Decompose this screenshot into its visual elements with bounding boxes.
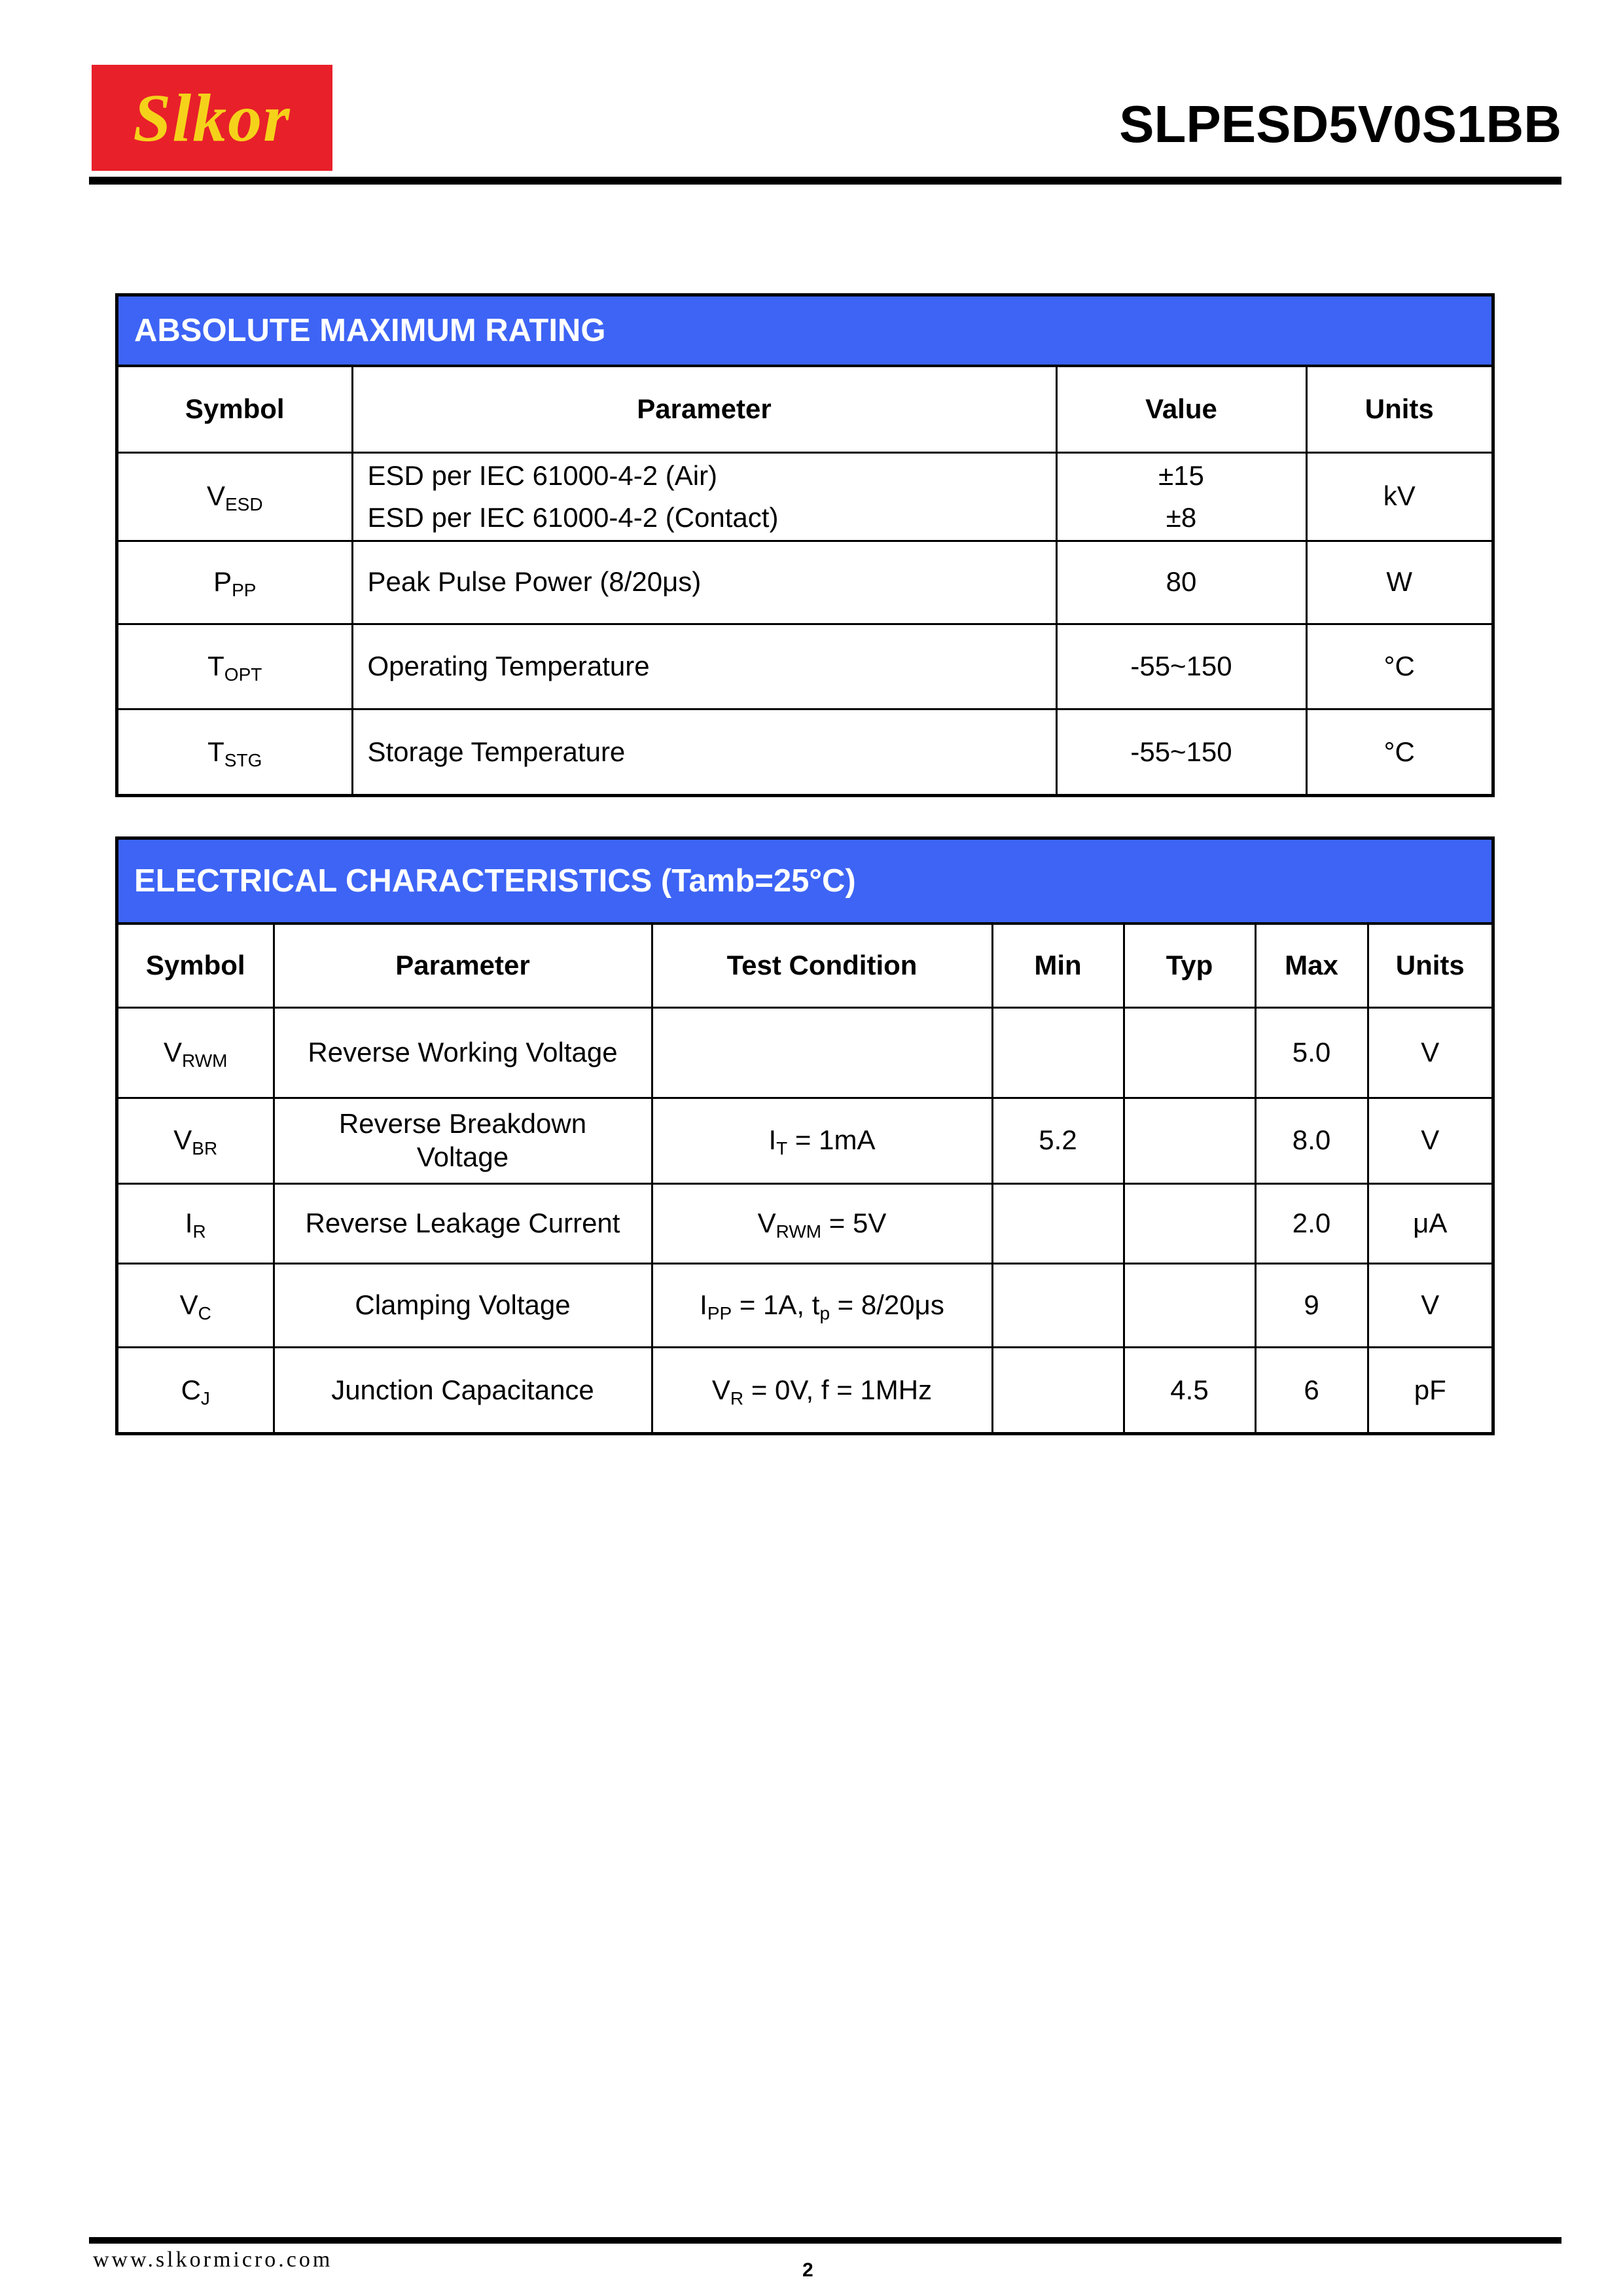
absolute-maximum-rating-table xyxy=(115,293,1495,797)
table-row xyxy=(118,1347,1491,1432)
ec-col-typ: Typ xyxy=(1124,925,1255,1007)
footer-url: www.slkormicro.com xyxy=(93,2248,333,2272)
max-cell: 8.0 xyxy=(1255,1098,1368,1183)
parameter-cell: Storage Temperature xyxy=(352,709,1056,794)
value-cell: ±15 ±8 xyxy=(1056,452,1306,541)
value-cell: 80 xyxy=(1056,541,1306,624)
amr-col-value: Value xyxy=(1056,367,1306,452)
parameter-cell: Operating Temperature xyxy=(352,624,1056,709)
symbol-cell: $T_{OPT}$ xyxy=(118,624,352,709)
table-row xyxy=(118,624,1491,709)
max-cell: 5.0 xyxy=(1255,1007,1368,1098)
typ-cell xyxy=(1124,1098,1255,1183)
units-cell: μA xyxy=(1368,1183,1491,1263)
header-divider xyxy=(89,177,1561,185)
brand-logo xyxy=(92,65,332,171)
units-cell: °C xyxy=(1306,624,1491,709)
min-cell: 5.2 xyxy=(992,1098,1124,1183)
symbol-cell: $V_{RWM}$ xyxy=(118,1007,274,1098)
condition-cell: $I_T = 1mA$ xyxy=(652,1098,992,1183)
units-cell: V xyxy=(1368,1007,1491,1098)
part-number: SLPESD5V0S1BB xyxy=(1119,95,1561,153)
brand-logo-text: Slkor xyxy=(133,80,291,156)
symbol-cell: $V_C$ xyxy=(118,1263,274,1347)
parameter-cell: Clamping Voltage xyxy=(274,1263,652,1347)
min-cell xyxy=(992,1007,1124,1098)
amr-col-parameter: Parameter xyxy=(352,367,1056,452)
parameter-cell: Reverse Leakage Current xyxy=(274,1183,652,1263)
max-cell: 9 xyxy=(1255,1263,1368,1347)
amr-title: ABSOLUTE MAXIMUM RATING xyxy=(118,296,1491,367)
symbol-cell: $T_{STG}$ xyxy=(118,709,352,794)
table-row xyxy=(118,1183,1491,1263)
units-cell: kV xyxy=(1306,452,1491,541)
ec-col-min: Min xyxy=(992,925,1124,1007)
symbol-cell: $I_R$ xyxy=(118,1183,274,1263)
ec-title: ELECTRICAL CHARACTERISTICS (Tamb=25°C) xyxy=(118,840,1491,925)
table-row xyxy=(118,541,1491,624)
table-row xyxy=(118,452,1491,541)
units-cell: W xyxy=(1306,541,1491,624)
max-cell: 6 xyxy=(1255,1347,1368,1432)
parameter-cell: ESD per IEC 61000-4-2 (Air) ESD per IEC 61000-4-2 (Contact) xyxy=(352,452,1056,541)
typ-cell xyxy=(1124,1183,1255,1263)
ec-col-units: Units xyxy=(1368,925,1491,1007)
condition-cell xyxy=(652,1007,992,1098)
units-cell: V xyxy=(1368,1098,1491,1183)
typ-cell xyxy=(1124,1007,1255,1098)
units-cell: pF xyxy=(1368,1347,1491,1432)
table-row xyxy=(118,1263,1491,1347)
page-number: 2 xyxy=(802,2259,813,2281)
symbol-cell: $V_{BR}$ xyxy=(118,1098,274,1183)
table-row xyxy=(118,709,1491,794)
typ-cell xyxy=(1124,1263,1255,1347)
parameter-cell: Reverse Breakdown Voltage xyxy=(274,1098,652,1183)
units-cell: °C xyxy=(1306,709,1491,794)
max-cell: 2.0 xyxy=(1255,1183,1368,1263)
ec-col-max: Max xyxy=(1255,925,1368,1007)
table-row xyxy=(118,1007,1491,1098)
footer-divider xyxy=(89,2237,1561,2244)
amr-header-row xyxy=(118,367,1491,452)
min-cell xyxy=(992,1347,1124,1432)
condition-cell: $V_R = 0V$, f = 1MHz xyxy=(652,1347,992,1432)
typ-cell: 4.5 xyxy=(1124,1347,1255,1432)
amr-col-units: Units xyxy=(1306,367,1491,452)
units-cell: V xyxy=(1368,1263,1491,1347)
value-cell: -55~150 xyxy=(1056,709,1306,794)
symbol-cell: $V_{ESD}$ xyxy=(118,452,352,541)
ec-col-symbol: Symbol xyxy=(118,925,274,1007)
parameter-cell: Junction Capacitance xyxy=(274,1347,652,1432)
electrical-characteristics-table xyxy=(115,836,1495,1435)
min-cell xyxy=(992,1263,1124,1347)
amr-col-symbol: Symbol xyxy=(118,367,352,452)
ec-col-parameter: Parameter xyxy=(274,925,652,1007)
value-cell: -55~150 xyxy=(1056,624,1306,709)
table-row xyxy=(118,1098,1491,1183)
symbol-cell: $C_J$ xyxy=(118,1347,274,1432)
min-cell xyxy=(992,1183,1124,1263)
parameter-cell: Peak Pulse Power (8/20μs) xyxy=(352,541,1056,624)
symbol-cell: $P_{PP}$ xyxy=(118,541,352,624)
condition-cell: $V_{RWM} = 5V$ xyxy=(652,1183,992,1263)
ec-header-row xyxy=(118,925,1491,1007)
ec-col-test-condition: Test Condition xyxy=(652,925,992,1007)
parameter-cell: Reverse Working Voltage xyxy=(274,1007,652,1098)
condition-cell: $I_{PP} = 1A$, $t_p = 8/20\mu s$ xyxy=(652,1263,992,1347)
